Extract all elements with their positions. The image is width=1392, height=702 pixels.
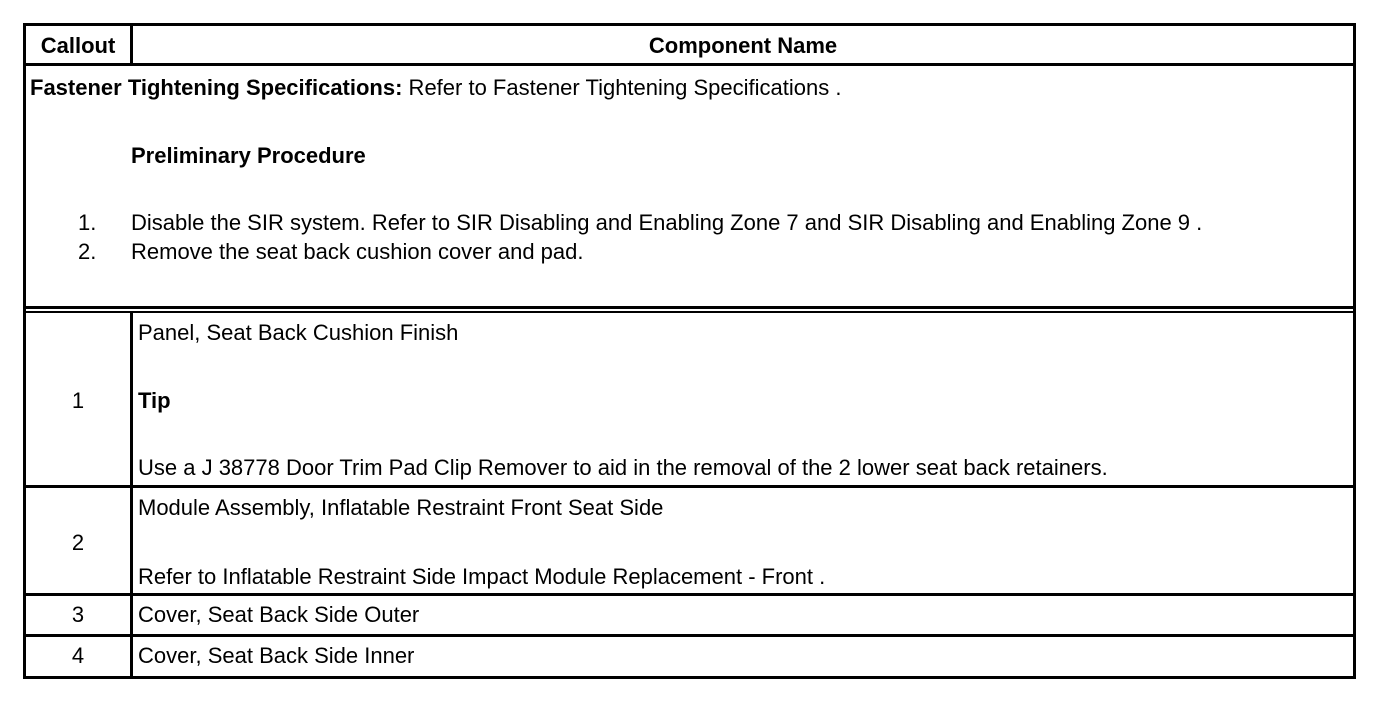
component-name-column-header: Component Name <box>648 33 838 58</box>
callout-number: 1 <box>71 388 85 413</box>
intro-block <box>26 69 1353 309</box>
fastener-spec-label: Fastener Tightening Specifications: <box>30 75 403 100</box>
callout-column-header: Callout <box>40 33 116 58</box>
table-row <box>26 596 1353 635</box>
component-note: Use a J 38778 Door Trim Pad Clip Remover to aid in the removal of the 2 lower seat back retainers. <box>138 455 1108 480</box>
component-note: Refer to Inflatable Restraint Side Impact Module Replacement - Front . <box>138 564 826 589</box>
header-divider <box>130 26 133 66</box>
column-divider <box>130 488 133 594</box>
step-text: Remove the seat back cushion cover and pad. <box>131 239 584 264</box>
column-divider <box>130 637 133 676</box>
table-row <box>26 313 1353 488</box>
table-row <box>26 488 1353 594</box>
component-name: Panel, Seat Back Cushion Finish <box>138 320 459 345</box>
preliminary-procedure-title: Preliminary Procedure <box>131 143 366 168</box>
fastener-spec-line <box>30 75 841 101</box>
step-number: 2. <box>78 239 97 264</box>
component-name: Cover, Seat Back Side Outer <box>138 602 420 627</box>
fastener-spec-text: Refer to Fastener Tightening Specifications . <box>402 75 842 100</box>
callout-number: 3 <box>71 602 85 627</box>
table-row <box>26 637 1353 676</box>
column-divider <box>130 596 133 635</box>
row-divider <box>26 306 1353 309</box>
column-divider <box>130 313 133 488</box>
step-number: 1. <box>78 210 97 235</box>
component-name: Module Assembly, Inflatable Restraint Front Seat Side <box>138 495 664 520</box>
callout-number: 4 <box>71 643 85 668</box>
step-text: Disable the SIR system. Refer to SIR Disabling and Enabling Zone 7 and SIR Disabling and Enabling Zone 9 . <box>131 210 1203 235</box>
tip-label: Tip <box>138 388 171 413</box>
callout-number: 2 <box>71 530 85 555</box>
component-name: Cover, Seat Back Side Inner <box>138 643 415 668</box>
components-table <box>23 23 1356 679</box>
table-header-row <box>26 26 1353 66</box>
